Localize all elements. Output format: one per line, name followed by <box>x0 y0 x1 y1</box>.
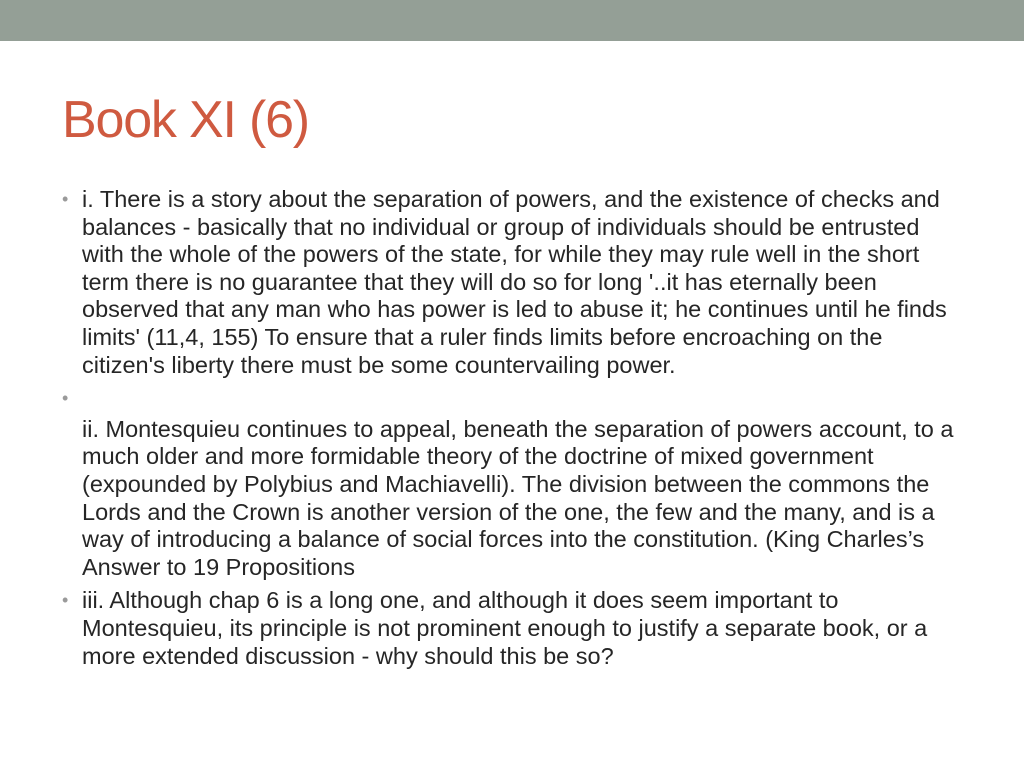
bullet-text: i. There is a story about the separation of powers, and the existence of checks and balances - basically that no individual or group of individuals should be entrusted with the whole of the powers of the state, for while they may rule well in the short term there is no guarantee that they will do so for long '..it has eternally been observed that any man who has power is led to abuse it; he continues until he finds limits' (11,4, 155) To ensure that a ruler finds limits before encroaching on the citizen's liberty there must be some countervailing power. <box>82 186 947 378</box>
bullet-marker: • <box>62 189 69 209</box>
bullet-text: ii. Montesquieu continues to appeal, beneath the separation of powers account, to a much older and more formidable theory of the doctrine of mixed government (expounded by Polybius and Machiavelli). The division between the commons the Lords and the Crown is another version of the one, the few and the many, and is a way of introducing a balance of social forces into the constitution. (King Charles’s Answer to 19 Propositions <box>82 415 954 580</box>
bullet-item-1 <box>62 186 962 379</box>
bullet-list <box>62 186 962 670</box>
slide-title: Book XI (6) <box>62 91 309 149</box>
bullet-text: iii. Although chap 6 is a long one, and although it does seem important to Montesquieu, its principle is not prominent enough to justify a separate book, or a more extended discussion - why should this be so? <box>82 587 928 669</box>
bullet-item-2-empty <box>62 385 962 413</box>
bullet-item-3 <box>62 587 962 670</box>
top-decorative-band <box>0 0 1024 41</box>
bullet-marker: • <box>62 388 69 409</box>
bullet-item-2-continuation <box>62 416 962 582</box>
bullet-marker: • <box>62 590 69 611</box>
